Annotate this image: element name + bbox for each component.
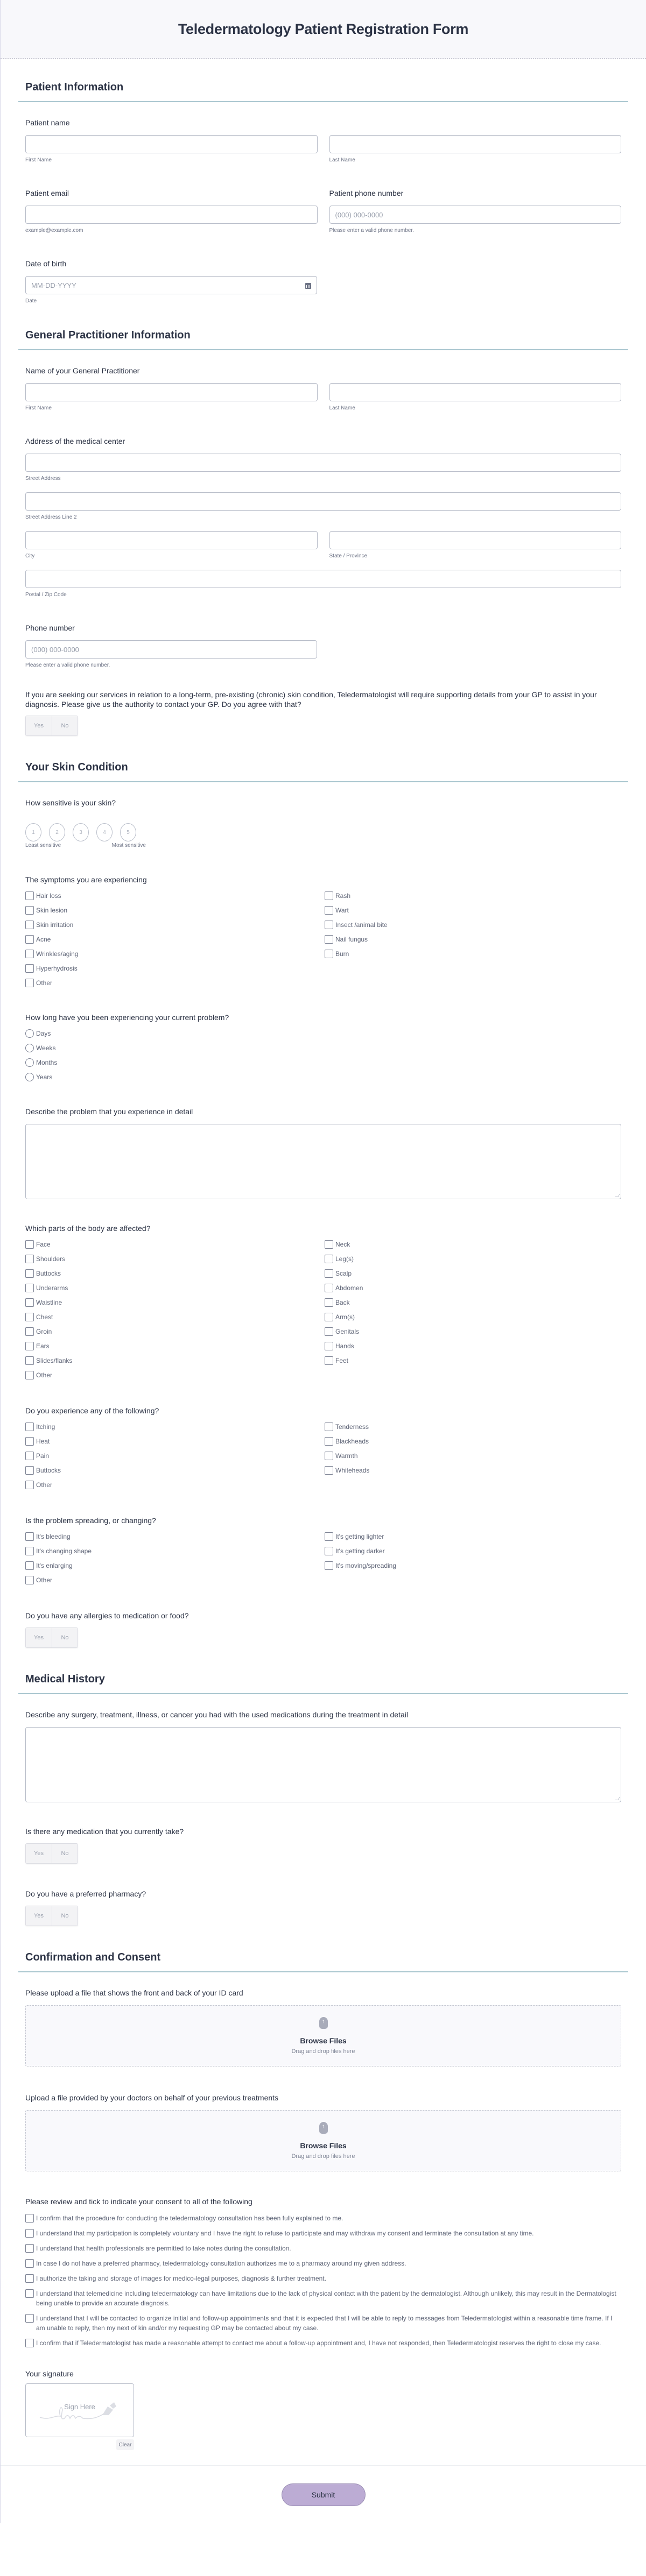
experience-label: Do you experience any of the following?: [25, 1406, 159, 1415]
gp-authority-question: If you are seeking our services in relation to a long-term, pre-existing (chronic) skin condition, Teledermatologist will require supporting details from your GP to assist in your diagnosis. Please give us the authority to contact your GP. Do you agree with that?: [25, 690, 597, 709]
checkbox-icon[interactable]: [325, 1255, 333, 1263]
section-divider: [18, 101, 628, 102]
section-title-consent: Confirmation and Consent: [25, 1951, 161, 1963]
last-name-sublabel: Last Name: [329, 157, 355, 163]
last-name-sublabel: Last Name: [329, 405, 355, 411]
sensitivity-scale: [25, 823, 621, 841]
symptom-checkbox[interactable]: Hair loss: [25, 891, 325, 900]
body-part-checkbox[interactable]: Ears: [25, 1342, 325, 1350]
spreading-checkbox[interactable]: It's moving/spreading: [325, 1561, 621, 1570]
symptom-checkbox[interactable]: Nail fungus: [325, 935, 621, 944]
spreading-checkbox[interactable]: It's bleeding: [25, 1532, 325, 1541]
gp-name-field: [18, 366, 628, 411]
experience-checkbox[interactable]: Blackheads: [325, 1437, 621, 1446]
symptom-checkbox[interactable]: Skin lesion: [25, 906, 325, 915]
city-sublabel: City: [25, 553, 35, 559]
checkbox-icon[interactable]: [25, 950, 34, 958]
checkbox-icon[interactable]: [325, 1423, 333, 1431]
body-part-checkbox[interactable]: Feet: [325, 1356, 621, 1365]
city-input[interactable]: [25, 531, 318, 549]
form-footer: [1, 2465, 646, 2523]
spreading-checkbox[interactable]: Other: [25, 1576, 325, 1584]
symptom-checkbox[interactable]: Rash: [325, 891, 621, 900]
symptom-checkbox[interactable]: Hyperhydrosis: [25, 964, 325, 973]
gp-last-name-input[interactable]: [329, 383, 622, 401]
browse-files-button[interactable]: Browse Files: [300, 2141, 347, 2150]
patient-contact-row: [18, 189, 628, 233]
history-describe-textarea[interactable]: [25, 1727, 621, 1802]
gp-authority-toggle: [25, 716, 78, 736]
gp-authority-field: [18, 690, 628, 736]
checkbox-icon[interactable]: [25, 1437, 34, 1446]
allergies-toggle: [25, 1627, 78, 1648]
checkbox-icon[interactable]: [25, 2339, 34, 2347]
spreading-checkbox[interactable]: It's enlarging: [25, 1561, 325, 1570]
checkbox-icon[interactable]: [325, 1284, 333, 1292]
spreading-checkbox[interactable]: It's getting lighter: [325, 1532, 621, 1541]
patient-last-name-input[interactable]: [329, 135, 622, 153]
symptom-checkbox[interactable]: Acne: [25, 935, 325, 944]
patient-name-field: [18, 118, 628, 163]
body-part-checkbox[interactable]: Shoulders: [25, 1255, 325, 1263]
body-parts-field: [18, 1224, 628, 1379]
checkbox-icon[interactable]: [25, 1313, 34, 1321]
symptoms-label: The symptoms you are experiencing: [25, 875, 147, 884]
phone-sublabel: Please enter a valid phone number.: [329, 228, 414, 233]
scale-max-label: Most sensitive: [111, 843, 146, 848]
patient-first-name-input[interactable]: [25, 135, 318, 153]
patient-email-input[interactable]: [25, 206, 318, 224]
signature-field: [18, 2369, 628, 2450]
medication-label: Is there any medication that you currently take?: [25, 1827, 184, 1836]
body-part-checkbox[interactable]: Slides/flanks: [25, 1356, 325, 1365]
submit-button[interactable]: Submit: [282, 2483, 366, 2506]
checkbox-icon[interactable]: [25, 1298, 34, 1307]
yes-button[interactable]: Yes: [26, 716, 52, 735]
section-divider: [18, 1971, 628, 1972]
medication-field: [18, 1827, 628, 1864]
consent-checkbox[interactable]: I confirm that the procedure for conducting the teledermatology consultation has been fully explained to me.: [25, 2213, 621, 2223]
describe-problem-field: [18, 1107, 628, 1199]
checkbox-icon[interactable]: [325, 891, 333, 900]
duration-radio[interactable]: Years: [25, 1073, 621, 1081]
body-part-checkbox[interactable]: Face: [25, 1240, 325, 1249]
patient-email-label: Patient email: [25, 189, 69, 197]
consent-checkbox[interactable]: I authorize the taking and storage of images for medico-legal purposes, diagnosis & further treatment.: [25, 2274, 621, 2283]
symptom-checkbox[interactable]: Insect /animal bite: [325, 921, 621, 929]
drag-drop-hint: Drag and drop files here: [291, 2048, 355, 2055]
patient-phone-input[interactable]: [329, 206, 622, 224]
experience-checkbox[interactable]: Tenderness: [325, 1423, 621, 1431]
experience-checkbox[interactable]: Whiteheads: [325, 1466, 621, 1475]
checkbox-icon[interactable]: [325, 1466, 333, 1475]
radio-icon[interactable]: [25, 1058, 34, 1067]
gp-phone-input[interactable]: [25, 640, 317, 659]
pharmacy-label: Do you have a preferred pharmacy?: [25, 1889, 146, 1898]
consent-list-field: [18, 2197, 628, 2348]
checkbox-icon[interactable]: [325, 935, 333, 944]
body-part-checkbox[interactable]: Abdomen: [325, 1284, 621, 1292]
body-part-checkbox[interactable]: Groin: [25, 1327, 325, 1336]
checkbox-icon[interactable]: [25, 935, 34, 944]
duration-radio[interactable]: Months: [25, 1058, 621, 1067]
spreading-label: Is the problem spreading, or changing?: [25, 1516, 156, 1525]
address-field: [18, 437, 628, 598]
body-part-checkbox[interactable]: Hands: [325, 1342, 621, 1350]
checkbox-icon[interactable]: [25, 964, 34, 973]
browse-files-button[interactable]: Browse Files: [300, 2036, 347, 2045]
checkbox-icon[interactable]: [25, 1240, 34, 1249]
scale-option-5[interactable]: 5: [120, 823, 136, 841]
street-address-2-input[interactable]: [25, 492, 621, 511]
checkbox-icon[interactable]: [25, 2274, 34, 2283]
checkbox-icon[interactable]: [325, 921, 333, 929]
body-part-checkbox[interactable]: Other: [25, 1371, 325, 1379]
phone-placeholder: (000) 000-0000: [31, 645, 79, 654]
describe-problem-textarea[interactable]: [25, 1124, 621, 1199]
symptoms-field: [18, 875, 628, 987]
checkbox-icon[interactable]: [325, 1327, 333, 1336]
checkbox-icon[interactable]: [325, 1547, 333, 1555]
address-label: Address of the medical center: [25, 437, 125, 445]
no-button[interactable]: No: [52, 1906, 78, 1926]
duration-label: How long have you been experiencing your current problem?: [25, 1013, 229, 1022]
symptom-checkbox[interactable]: Skin irritation: [25, 921, 325, 929]
checkbox-icon[interactable]: [25, 1423, 34, 1431]
checkbox-icon[interactable]: [25, 1532, 34, 1541]
zip-sublabel: Postal / Zip Code: [25, 592, 67, 598]
consent-review-label: Please review and tick to indicate your consent to all of the following: [25, 2197, 252, 2206]
checkbox-icon[interactable]: [25, 1327, 34, 1336]
scale-option-2[interactable]: 2: [49, 823, 65, 841]
checkbox-icon[interactable]: [25, 2214, 34, 2223]
body-part-checkbox[interactable]: Arm(s): [325, 1313, 621, 1321]
checkbox-icon[interactable]: [25, 979, 34, 987]
spreading-checkbox[interactable]: It's getting darker: [325, 1547, 621, 1555]
experience-checkbox[interactable]: Warmth: [325, 1452, 621, 1460]
gp-name-label: Name of your General Practitioner: [25, 366, 140, 375]
experience-checkbox[interactable]: Other: [25, 1481, 325, 1489]
duration-radio[interactable]: Weeks: [25, 1044, 621, 1052]
duration-field: [18, 1013, 628, 1081]
cloud-upload-icon: [319, 2017, 328, 2029]
phone-placeholder: (000) 000-0000: [335, 210, 383, 219]
allergies-field: [18, 1611, 628, 1648]
body-part-checkbox[interactable]: Neck: [325, 1240, 621, 1249]
checkbox-icon[interactable]: [25, 1561, 34, 1570]
upload-id-label: Please upload a file that shows the front and back of your ID card: [25, 1988, 243, 1997]
checkbox-icon[interactable]: [25, 2229, 34, 2238]
body-parts-label: Which parts of the body are affected?: [25, 1224, 151, 1233]
scale-option-1[interactable]: 1: [25, 823, 41, 841]
radio-icon[interactable]: [25, 1073, 34, 1081]
phone-sublabel: Please enter a valid phone number.: [25, 662, 110, 668]
checkbox-icon[interactable]: [25, 1342, 34, 1350]
dob-input[interactable]: [25, 276, 317, 294]
experience-checkbox[interactable]: Itching: [25, 1423, 325, 1431]
symptom-checkbox[interactable]: Wart: [325, 906, 621, 915]
checkbox-icon[interactable]: [25, 1269, 34, 1278]
checkbox-icon[interactable]: [325, 1452, 333, 1460]
symptom-checkbox[interactable]: Other: [25, 979, 325, 987]
sensitivity-label: How sensitive is your skin?: [25, 798, 116, 807]
yes-button[interactable]: Yes: [26, 1906, 52, 1926]
body-part-checkbox[interactable]: Scalp: [325, 1269, 621, 1278]
checkbox-icon[interactable]: [325, 1313, 333, 1321]
checkbox-icon[interactable]: [325, 1240, 333, 1249]
street2-sublabel: Street Address Line 2: [25, 514, 77, 520]
sensitivity-field: [18, 798, 628, 848]
checkbox-icon[interactable]: [25, 2259, 34, 2268]
checkbox-icon[interactable]: [25, 1481, 34, 1489]
consent-checkbox[interactable]: In case I do not have a preferred pharmacy, teledermatology consultation authorizes me to a pharmacy around my given address.: [25, 2259, 621, 2268]
yes-button[interactable]: Yes: [26, 1628, 52, 1647]
calendar-icon[interactable]: [305, 282, 311, 289]
checkbox-icon[interactable]: [25, 2244, 34, 2253]
drag-drop-hint: Drag and drop files here: [291, 2153, 355, 2160]
gp-phone-field: [18, 624, 628, 668]
scale-min-label: Least sensitive: [25, 843, 61, 848]
section-divider: [18, 349, 628, 350]
radio-icon[interactable]: [25, 1029, 34, 1038]
signature-pen-icon: [39, 2399, 125, 2423]
duration-radio[interactable]: Days: [25, 1029, 621, 1038]
checkbox-icon[interactable]: [25, 1284, 34, 1292]
checkbox-icon[interactable]: [25, 1576, 34, 1584]
dob-placeholder: MM-DD-YYYY: [31, 281, 76, 289]
scale-option-4[interactable]: 4: [96, 823, 113, 841]
experience-checkbox[interactable]: Heat: [25, 1437, 325, 1446]
consent-checkbox[interactable]: I understand that I will be contacted to organize initial and follow-up appointments and that it is expected that I will be able to reply to messages from Teledermatologist within a reasonable time frame. If I am unable to reply, then my next of kin and/or my requesting GP may be contacted about my case.: [25, 2313, 621, 2333]
checkbox-icon[interactable]: [25, 1466, 34, 1475]
checkbox-icon[interactable]: [25, 1452, 34, 1460]
first-name-sublabel: First Name: [25, 405, 52, 411]
resize-handle-icon[interactable]: [615, 1797, 620, 1800]
dob-field: [18, 259, 628, 304]
section-title-patient: Patient Information: [25, 81, 124, 93]
body-part-checkbox[interactable]: Chest: [25, 1313, 325, 1321]
experience-checkbox[interactable]: Pain: [25, 1452, 325, 1460]
signature-pad[interactable]: [25, 2383, 134, 2437]
scale-option-3[interactable]: 3: [73, 823, 89, 841]
patient-name-label: Patient name: [25, 118, 70, 127]
body-part-checkbox[interactable]: Back: [325, 1298, 621, 1307]
upload-treatment-field: [18, 2093, 628, 2171]
state-input[interactable]: [329, 531, 622, 549]
section-title-history: Medical History: [25, 1673, 105, 1685]
checkbox-icon[interactable]: [325, 1356, 333, 1365]
checkbox-icon[interactable]: [325, 1342, 333, 1350]
checkbox-icon[interactable]: [25, 1356, 34, 1365]
experience-checkbox[interactable]: Buttocks: [25, 1466, 325, 1475]
form-title: Teledermatology Patient Registration Form: [178, 20, 469, 37]
patient-phone-label: Patient phone number: [329, 189, 404, 197]
section-divider: [18, 781, 628, 782]
form-body: [1, 74, 646, 2450]
email-sublabel: example@example.com: [25, 228, 83, 233]
checkbox-icon[interactable]: [325, 1298, 333, 1307]
checkbox-icon[interactable]: [325, 1532, 333, 1541]
pharmacy-toggle: [25, 1906, 78, 1926]
section-divider: [18, 1693, 628, 1694]
radio-icon[interactable]: [25, 1044, 34, 1052]
state-sublabel: State / Province: [329, 553, 368, 559]
consent-checkbox[interactable]: I understand that telemedicine including teledermatology can have limitations due to the lack of physical contact with the patient by the dermatologist. Although unlikely, this may result in the Dermatologist being unable to provide an accurate diagnosis.: [25, 2289, 621, 2308]
street-address-input[interactable]: [25, 454, 621, 472]
first-name-sublabel: First Name: [25, 157, 52, 163]
upload-id-field: [18, 1988, 628, 2067]
resize-handle-icon[interactable]: [615, 1194, 620, 1197]
checkbox-icon[interactable]: [25, 1371, 34, 1379]
clear-signature-button[interactable]: Clear: [116, 2439, 134, 2450]
signature-label: Your signature: [25, 2369, 74, 2378]
yes-button[interactable]: Yes: [26, 1844, 52, 1863]
no-button[interactable]: No: [52, 1628, 78, 1647]
spreading-field: [18, 1516, 628, 1584]
checkbox-icon[interactable]: [25, 891, 34, 900]
zip-input[interactable]: [25, 570, 621, 588]
consent-checkbox[interactable]: I understand that health professionals are permitted to take notes during the consultation.: [25, 2244, 621, 2253]
checkbox-icon[interactable]: [25, 921, 34, 929]
section-title-skin: Your Skin Condition: [25, 761, 128, 773]
body-part-checkbox[interactable]: Waistline: [25, 1298, 325, 1307]
checkbox-icon[interactable]: [25, 1255, 34, 1263]
no-button[interactable]: No: [52, 716, 78, 735]
symptom-checkbox[interactable]: Wrinkles/aging: [25, 950, 325, 958]
body-part-checkbox[interactable]: Buttocks: [25, 1269, 325, 1278]
form-header: [1, 0, 646, 59]
upload-id-dropzone[interactable]: [25, 2005, 621, 2067]
section-title-gp: General Practitioner Information: [25, 329, 191, 341]
body-part-checkbox[interactable]: Leg(s): [325, 1255, 621, 1263]
no-button[interactable]: No: [52, 1844, 78, 1863]
spreading-checkbox[interactable]: It's changing shape: [25, 1547, 325, 1555]
checkbox-icon[interactable]: [25, 2289, 34, 2298]
checkbox-icon[interactable]: [325, 1561, 333, 1570]
dob-label: Date of birth: [25, 259, 67, 268]
body-part-checkbox[interactable]: Genitals: [325, 1327, 621, 1336]
history-describe-label: Describe any surgery, treatment, illness, or cancer you had with the used medications during the treatment in detail: [25, 1710, 408, 1719]
symptom-checkbox[interactable]: Burn: [325, 950, 621, 958]
body-part-checkbox[interactable]: Underarms: [25, 1284, 325, 1292]
checkbox-icon[interactable]: [25, 1547, 34, 1555]
upload-treatment-label: Upload a file provided by your doctors on behalf of your previous treatments: [25, 2093, 279, 2102]
checkbox-icon[interactable]: [325, 950, 333, 958]
upload-treatment-dropzone[interactable]: [25, 2110, 621, 2171]
allergies-label: Do you have any allergies to medication or food?: [25, 1611, 189, 1620]
checkbox-icon[interactable]: [25, 906, 34, 915]
pharmacy-field: [18, 1889, 628, 1926]
medication-toggle: [25, 1843, 78, 1864]
checkbox-icon[interactable]: [325, 906, 333, 915]
cloud-upload-icon: [319, 2122, 328, 2134]
street-sublabel: Street Address: [25, 476, 61, 482]
checkbox-icon[interactable]: [325, 1437, 333, 1446]
consent-checkbox[interactable]: I confirm that if Teledermatologist has made a reasonable attempt to contact me about a follow-up appointment and, I have not responded, then Teledermatologist reserves the right to close my case.: [25, 2338, 621, 2348]
checkbox-icon[interactable]: [25, 2314, 34, 2323]
gp-first-name-input[interactable]: [25, 383, 318, 401]
sign-here-placeholder: Sign Here: [64, 2403, 95, 2411]
gp-phone-label: Phone number: [25, 624, 75, 632]
experience-field: [18, 1406, 628, 1489]
history-describe-field: [18, 1710, 628, 1802]
describe-problem-label: Describe the problem that you experience in detail: [25, 1107, 193, 1116]
dob-sublabel: Date: [25, 298, 37, 304]
checkbox-icon[interactable]: [325, 1269, 333, 1278]
consent-checkbox[interactable]: I understand that my participation is completely voluntary and I have the right to refuse to participate and may withdraw my consent and terminate the consultation at any time.: [25, 2228, 621, 2238]
